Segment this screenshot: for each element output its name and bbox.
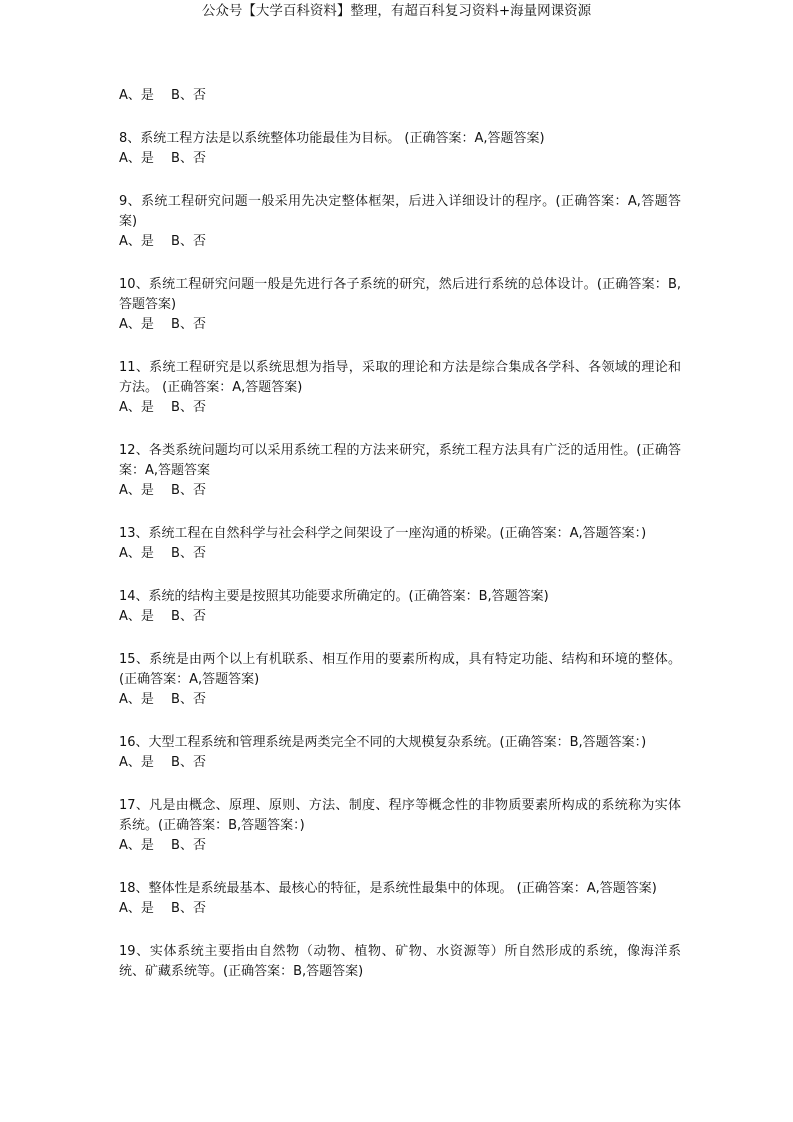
previous-question-options: A、是 B、否 [119, 88, 206, 103]
question-text: 10、系统工程研究问题一般是先进行各子系统的研究，然后进行系统的总体设计。(正确答案：B,答题答案) [119, 277, 681, 312]
question-19 [119, 942, 681, 982]
question-13 [119, 524, 681, 564]
question-15 [119, 650, 681, 710]
question-text: 16、大型工程系统和管理系统是两类完全不同的大规模复杂系统。(正确答案：B,答题答案：) [119, 735, 647, 750]
answer-options: A、是 B、否 [119, 234, 206, 249]
question-text: 9、系统工程研究问题一般采用先决定整体框架，后进入详细设计的程序。(正确答案：A,答题答案) [119, 194, 681, 229]
question-text: 12、各类系统问题均可以采用系统工程的方法来研究，系统工程方法具有广泛的适用性。(正确答案：A,答题答案 [119, 443, 681, 478]
answer-options: A、是 B、否 [119, 151, 206, 166]
answer-options: A、是 B、否 [119, 755, 206, 770]
answer-options: A、是 B、否 [119, 483, 206, 498]
question-16 [119, 733, 681, 773]
answer-options: A、是 B、否 [119, 317, 206, 332]
question-11 [119, 358, 681, 418]
answer-options: A、是 B、否 [119, 692, 206, 707]
answer-options: A、是 B、否 [119, 400, 206, 415]
question-text: 11、系统工程研究是以系统思想为指导，采取的理论和方法是综合集成各学科、各领域的理论和方法。 (正确答案：A,答题答案) [119, 360, 681, 395]
question-text: 18、整体性是系统最基本、最核心的特征，是系统性最集中的体现。 (正确答案：A,答题答案) [119, 881, 657, 896]
answer-options: A、是 B、否 [119, 838, 206, 853]
question-text: 17、凡是由概念、原理、原则、方法、制度、程序等概念性的非物质要素所构成的系统称为实体系统。(正确答案：B,答题答案：) [119, 798, 681, 833]
question-12 [119, 441, 681, 501]
question-list [119, 86, 681, 982]
question-text: 13、系统工程在自然科学与社会科学之间架设了一座沟通的桥梁。(正确答案：A,答题答案：) [119, 526, 647, 541]
question-text: 19、实体系统主要指由自然物（动物、植物、矿物、水资源等）所自然形成的系统，像海洋系统、矿藏系统等。(正确答案：B,答题答案) [119, 944, 681, 979]
question-8 [119, 129, 681, 169]
question-14 [119, 587, 681, 627]
question-text: 14、系统的结构主要是按照其功能要求所确定的。(正确答案：B,答题答案) [119, 589, 549, 604]
question-18 [119, 879, 681, 919]
question-9 [119, 192, 681, 252]
answer-options: A、是 B、否 [119, 546, 206, 561]
question-text: 15、系统是由两个以上有机联系、相互作用的要素所构成，具有特定功能、结构和环境的整体。(正确答案：A,答题答案) [119, 652, 681, 687]
question-10 [119, 275, 681, 335]
question-17 [119, 796, 681, 856]
answer-options: A、是 B、否 [119, 901, 206, 916]
page-header: 公众号【大学百科资料】整理，有超百科复习资料+海量网课资源 [201, 3, 592, 19]
question-text: 8、系统工程方法是以系统整体功能最佳为目标。 (正确答案：A,答题答案) [119, 131, 545, 146]
answer-options: A、是 B、否 [119, 609, 206, 624]
